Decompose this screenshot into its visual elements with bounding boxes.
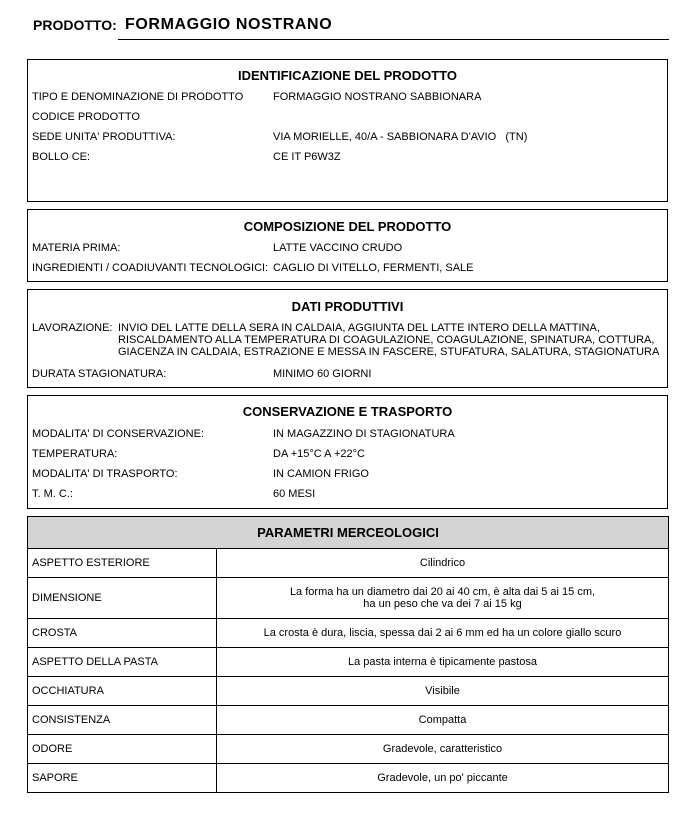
row-label: MODALITA' DI TRASPORTO: <box>32 468 178 480</box>
param-label: CONSISTENZA <box>28 706 217 735</box>
row-label: CODICE PRODOTTO <box>32 111 140 123</box>
row-label: MODALITA' DI CONSERVAZIONE: <box>32 428 205 440</box>
lavorazione-text: INVIO DEL LATTE DELLA SERA IN CALDAIA, AGGIUNTA DEL LATTE INTERO DELLA MATTINA, RISCALDAMENTO ALLA TEMPERATURA DI COAGULAZIONE, COAGULAZIONE, SPINATURA, COTTURA, GIACENZA IN CALDAIA, ESTRAZIONE E MESSA IN FASCERE, STUFATURA, SALATURA, STAGIONATURA <box>118 322 660 358</box>
table-row <box>28 764 669 793</box>
identificazione-title: IDENTIFICAZIONE DEL PRODOTTO <box>237 68 458 83</box>
parametri-title: PARAMETRI MERCEOLOGICI <box>28 517 669 549</box>
row-value: DA +15°C A +22°C <box>273 448 365 460</box>
param-value: Gradevole, un po' piccante <box>217 764 669 793</box>
identificazione-section <box>27 59 668 202</box>
row-label: MATERIA PRIMA: <box>32 242 121 254</box>
conservazione-title: CONSERVAZIONE E TRASPORTO <box>242 404 453 419</box>
table-row <box>28 619 669 648</box>
row-label: INGREDIENTI / COADIUVANTI TECNOLOGICI: <box>32 262 269 274</box>
row-label: TIPO E DENOMINAZIONE DI PRODOTTO <box>32 91 244 103</box>
param-label: OCCHIATURA <box>28 677 217 706</box>
composizione-section <box>27 209 668 282</box>
param-value: Gradevole, caratteristico <box>217 735 669 764</box>
param-value-line2: ha un peso che va dei 7 ai 15 kg <box>363 598 522 610</box>
row-label: TEMPERATURA: <box>32 448 118 460</box>
row-value: CE IT P6W3Z <box>273 151 341 163</box>
param-label: ASPETTO ESTERIORE <box>28 549 217 578</box>
row-value: 60 MESI <box>273 488 316 500</box>
param-value: La crosta è dura, liscia, spessa dai 2 ai 6 mm ed ha un colore giallo scuro <box>217 619 669 648</box>
table-row <box>28 648 669 677</box>
row-value: IN MAGAZZINO DI STAGIONATURA <box>273 428 455 440</box>
param-label: DIMENSIONE <box>28 578 217 619</box>
param-label: ASPETTO DELLA PASTA <box>28 648 217 677</box>
row-value: MINIMO 60 GIORNI <box>273 368 372 380</box>
lavorazione-label: LAVORAZIONE: <box>32 322 113 334</box>
row-value: IN CAMION FRIGO <box>273 468 369 480</box>
table-row <box>28 706 669 735</box>
param-value: La pasta interna è tipicamente pastosa <box>217 648 669 677</box>
table-row <box>28 578 669 619</box>
param-value: La forma ha un diametro dai 20 ai 40 cm, è alta dai 5 ai 15 cm, <box>289 586 596 598</box>
param-label: CROSTA <box>28 619 217 648</box>
table-row <box>28 677 669 706</box>
row-value: CAGLIO DI VITELLO, FERMENTI, SALE <box>273 262 474 274</box>
parametri-table <box>27 516 669 793</box>
dati-title: DATI PRODUTTIVI <box>291 299 404 314</box>
param-value: Visibile <box>217 677 669 706</box>
product-name: FORMAGGIO NOSTRANO <box>125 16 333 33</box>
table-row <box>28 549 669 578</box>
dati-produttivi-section <box>27 289 668 388</box>
row-label: DURATA STAGIONATURA: <box>32 368 167 380</box>
composizione-title: COMPOSIZIONE DEL PRODOTTO <box>243 219 452 234</box>
row-label: T. M. C.: <box>32 488 73 500</box>
product-label: PRODOTTO: <box>33 17 117 33</box>
row-label: SEDE UNITA' PRODUTTIVA: <box>32 131 176 143</box>
parametri-header-row <box>28 517 669 549</box>
row-value: LATTE VACCINO CRUDO <box>273 242 403 254</box>
row-label: BOLLO CE: <box>32 151 91 163</box>
param-value: Compatta <box>217 706 669 735</box>
param-label: ODORE <box>28 735 217 764</box>
header-underline <box>118 39 669 40</box>
conservazione-section <box>27 395 668 509</box>
param-label: SAPORE <box>28 764 217 793</box>
row-value: FORMAGGIO NOSTRANO SABBIONARA <box>273 91 482 103</box>
param-value-cell <box>217 578 669 619</box>
param-value: Cilindrico <box>217 549 669 578</box>
table-row <box>28 735 669 764</box>
row-value: VIA MORIELLE, 40/A - SABBIONARA D'AVIO (TN) <box>273 131 528 143</box>
